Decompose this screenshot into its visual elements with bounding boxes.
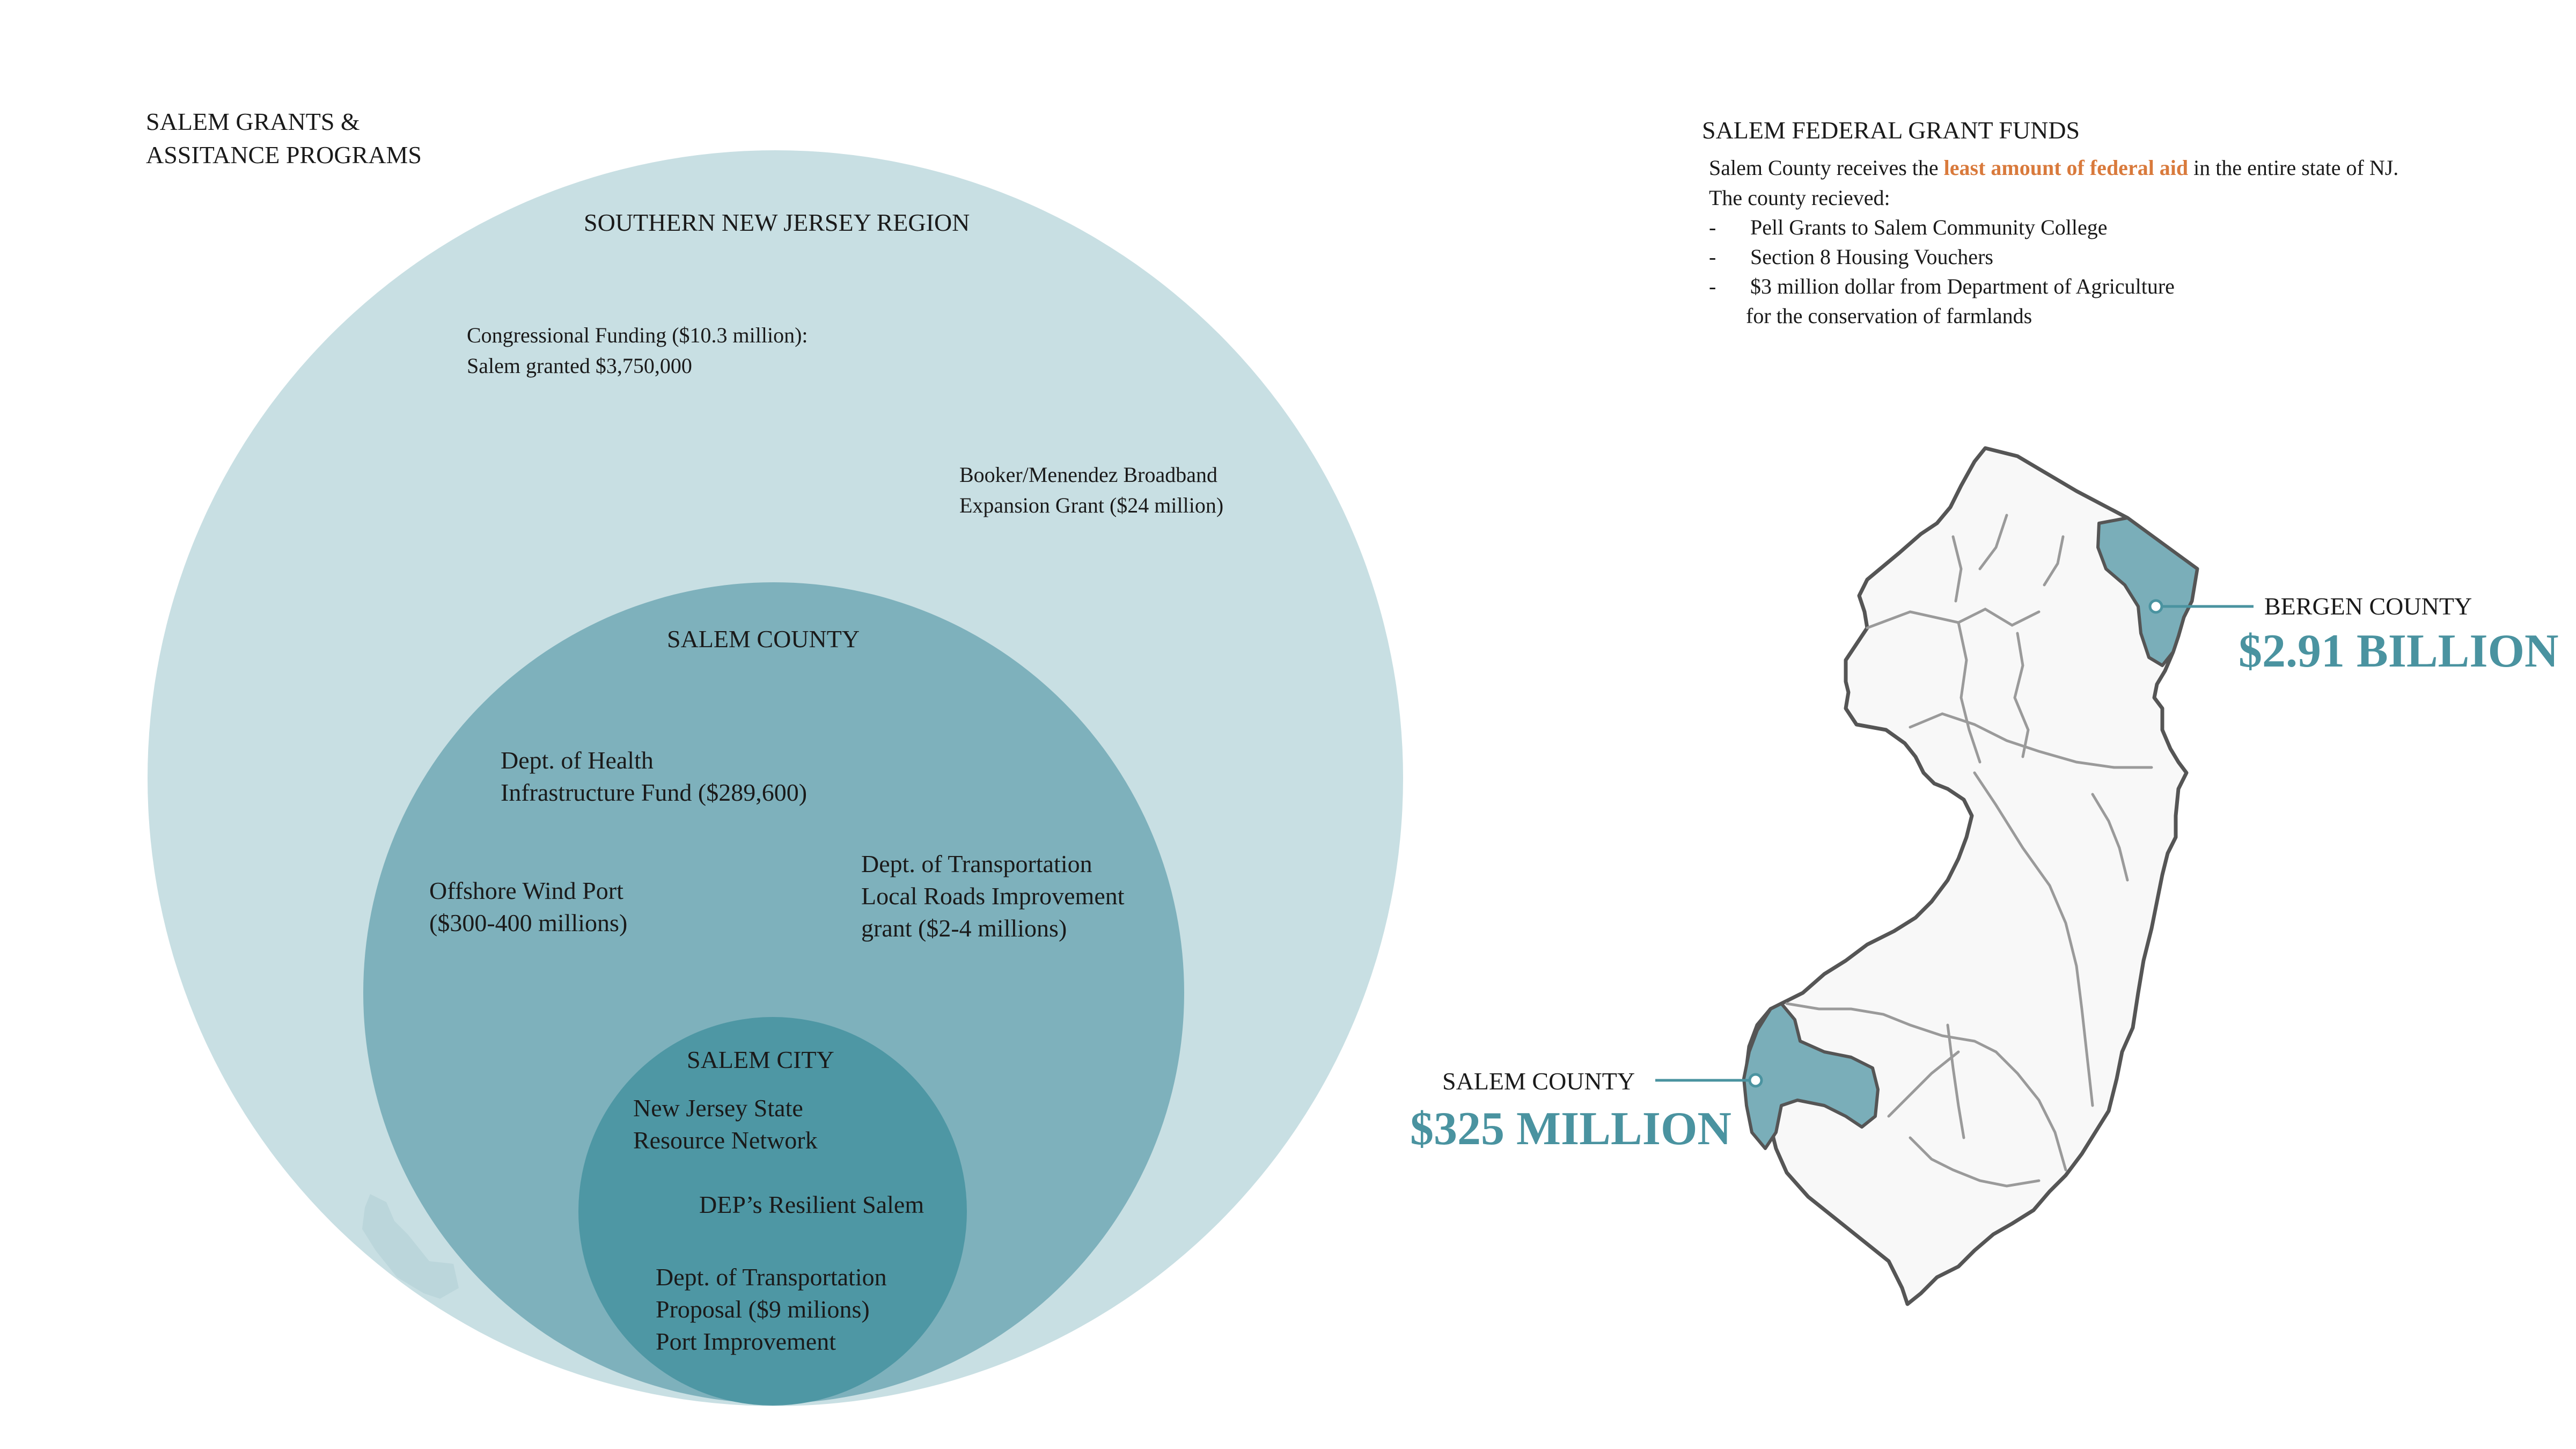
federal-received: The county recieved: bbox=[1709, 186, 1890, 210]
city-heading: SALEM CITY bbox=[687, 1046, 834, 1073]
bergen-county-label: BERGEN COUNTY bbox=[2264, 592, 2472, 620]
salem-county-value: $325 MILLION bbox=[1410, 1103, 1731, 1155]
resource-network-line2: Resource Network bbox=[633, 1126, 818, 1154]
region-heading: SOUTHERN NEW JERSEY REGION bbox=[584, 209, 970, 236]
wind-port-line2: ($300-400 millions) bbox=[429, 909, 628, 936]
salem-county-label: SALEM COUNTY bbox=[1442, 1067, 1635, 1095]
federal-item-agriculture-line2: for the conservation of farmlands bbox=[1746, 304, 2032, 328]
port-proposal-line2: Proposal ($9 milions) bbox=[656, 1296, 870, 1323]
port-proposal-line1: Dept. of Transportation bbox=[656, 1263, 887, 1291]
broadband-grant-line2: Expansion Grant ($24 million) bbox=[959, 493, 1224, 517]
broadband-grant-line1: Booker/Menendez Broadband bbox=[959, 463, 1217, 487]
health-fund-line2: Infrastructure Fund ($289,600) bbox=[501, 779, 808, 806]
bullet-dash: - bbox=[1709, 274, 1716, 298]
intro-highlight: least amount of federal aid bbox=[1943, 156, 2189, 180]
federal-intro bbox=[1709, 156, 2398, 180]
county-heading: SALEM COUNTY bbox=[667, 625, 860, 653]
bergen-marker bbox=[2150, 601, 2162, 612]
intro-text-before: Salem County receives the bbox=[1709, 156, 1944, 180]
local-roads-line3: grant ($2-4 millions) bbox=[861, 914, 1067, 942]
new-jersey-map bbox=[1655, 448, 2254, 1304]
congress-funding-line2: Salem granted $3,750,000 bbox=[467, 354, 692, 378]
health-fund-line1: Dept. of Health bbox=[501, 747, 654, 774]
salem-marker bbox=[1750, 1074, 1762, 1086]
federal-item-section8: Section 8 Housing Vouchers bbox=[1750, 245, 1993, 269]
intro-text-after: in the entire state of NJ. bbox=[2188, 156, 2399, 180]
congress-funding-line1: Congressional Funding ($10.3 million): bbox=[467, 323, 808, 347]
panel-title-line1: SALEM GRANTS & bbox=[146, 108, 360, 135]
resource-network-line1: New Jersey State bbox=[633, 1094, 803, 1122]
bergen-county-value: $2.91 BILLION bbox=[2239, 625, 2559, 677]
wind-port-line1: Offshore Wind Port bbox=[429, 877, 623, 904]
panel-title-line2: ASSITANCE PROGRAMS bbox=[146, 141, 422, 169]
bullet-dash: - bbox=[1709, 215, 1716, 239]
port-proposal-line3: Port Improvement bbox=[656, 1328, 836, 1355]
bullet-dash: - bbox=[1709, 245, 1716, 269]
federal-item-pell: Pell Grants to Salem Community College bbox=[1750, 215, 2108, 239]
federal-title: SALEM FEDERAL GRANT FUNDS bbox=[1702, 116, 2080, 144]
resilient-salem: DEP’s Resilient Salem bbox=[699, 1191, 924, 1218]
local-roads-line2: Local Roads Improvement bbox=[861, 882, 1125, 910]
federal-item-agriculture-line1: $3 million dollar from Department of Agriculture bbox=[1750, 274, 2175, 298]
local-roads-line1: Dept. of Transportation bbox=[861, 850, 1092, 877]
